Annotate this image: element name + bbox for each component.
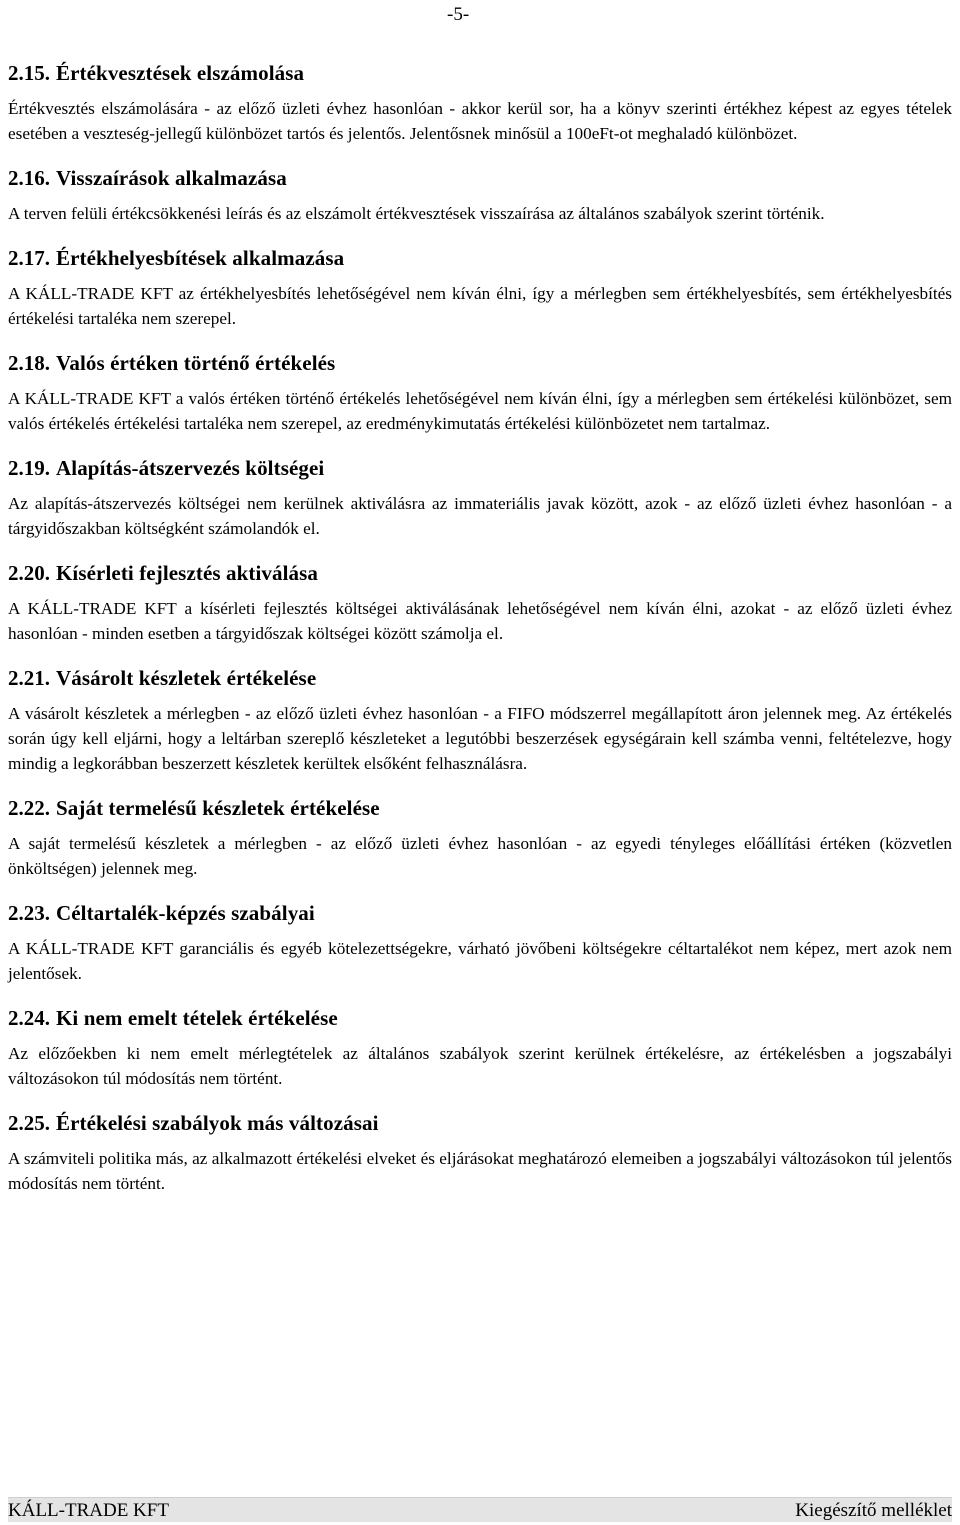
section-2-18 (8, 350, 952, 436)
section-title: Saját termelésű készletek értékelése (56, 796, 380, 820)
section-title: Kísérleti fejlesztés aktiválása (56, 561, 319, 585)
section-text: A KÁLL-TRADE KFT garanciális és egyéb kötelezettségekre, várható jövőbeni költségekre céltartalékot nem képez, mert azok nem jelentősek. (8, 939, 952, 983)
document-body (8, 60, 952, 1215)
section-title: Valós értéken történő értékelés (56, 351, 336, 375)
section-title: Értékelési szabályok más változásai (56, 1111, 379, 1135)
section-heading (8, 1110, 952, 1136)
section-number: 2.17. (8, 246, 50, 270)
section-text: Értékvesztés elszámolására - az előző üzleti évhez hasonlóan - akkor kerül sor, ha a könyv szerinti értékhez képest az egyes tételek esetében a veszteség-jellegű különbözet tartós és jelentős. Jelentősnek minősül a 100eFt-ot meghaladó különbözet. (8, 99, 952, 143)
section-2-19 (8, 455, 952, 541)
section-heading (8, 560, 952, 586)
section-heading (8, 1005, 952, 1031)
section-number: 2.24. (8, 1006, 50, 1030)
section-2-17 (8, 245, 952, 331)
section-text: A számviteli politika más, az alkalmazott értékelési elveket és eljárásokat meghatározó elemeiben a jogszabályi változásokon túl jelentős módosítás nem történt. (8, 1149, 952, 1193)
section-text: A KÁLL-TRADE KFT a kísérleti fejlesztés költségei aktiválásának lehetőségével nem kíván élni, azokat - az előző üzleti évhez hasonlóan - minden esetben a tárgyidőszak költségei között számolja el. (8, 599, 952, 643)
section-2-23 (8, 900, 952, 986)
section-title: Visszaírások alkalmazása (56, 166, 287, 190)
section-title: Vásárolt készletek értékelése (56, 666, 317, 690)
section-number: 2.19. (8, 456, 50, 480)
section-2-21 (8, 665, 952, 776)
section-number: 2.18. (8, 351, 50, 375)
page-number: -5- (447, 4, 470, 25)
section-2-25 (8, 1110, 952, 1196)
footer-document-type: Kiegészítő melléklet (795, 1500, 952, 1521)
section-heading (8, 795, 952, 821)
section-title: Ki nem emelt tételek értékelése (56, 1006, 338, 1030)
section-heading (8, 350, 952, 376)
section-number: 2.15. (8, 61, 50, 85)
section-text: A vásárolt készletek a mérlegben - az előző üzleti évhez hasonlóan - a FIFO módszerrel megállapított áron jelennek meg. Az értékelés során úgy kell eljárni, hogy a leltárban szereplő készleteket a legutóbbi beszerzések egységárain kell számba venni, feltételezve, hogy mindig a legkorábban beszerzett készletek kerültek elsőként felhasználásra. (8, 704, 952, 773)
section-title: Céltartalék-képzés szabályai (56, 901, 315, 925)
section-heading (8, 245, 952, 271)
section-title: Alapítás-átszervezés költségei (56, 456, 325, 480)
section-heading (8, 60, 952, 86)
section-number: 2.21. (8, 666, 50, 690)
section-text: Az alapítás-átszervezés költségei nem kerülnek aktiválásra az immateriális javak között, azok - az előző üzleti évhez hasonlóan - a tárgyidőszakban költségként számolandók el. (8, 494, 952, 538)
section-2-16 (8, 165, 952, 226)
section-number: 2.25. (8, 1111, 50, 1135)
section-title: Értékvesztések elszámolása (56, 61, 305, 85)
section-number: 2.16. (8, 166, 50, 190)
section-heading (8, 165, 952, 191)
section-title: Értékhelyesbítések alkalmazása (56, 246, 345, 270)
section-text: Az előzőekben ki nem emelt mérlegtételek az általános szabályok szerint kerülnek értékelésre, az értékelésben a jogszabályi változásokon túl módosítás nem történt. (8, 1044, 952, 1088)
section-heading (8, 900, 952, 926)
page-footer (8, 1497, 952, 1522)
section-2-15 (8, 60, 952, 146)
footer-company: KÁLL-TRADE KFT (8, 1500, 169, 1521)
section-text: A terven felüli értékcsökkenési leírás és az elszámolt értékvesztések visszaírása az általános szabályok szerint történik. (8, 204, 825, 223)
section-number: 2.20. (8, 561, 50, 585)
section-heading (8, 455, 952, 481)
section-text: A KÁLL-TRADE KFT a valós értéken történő értékelés lehetőségével nem kíván élni, így a mérlegben sem értékelési különbözet, sem valós értékelés értékelési tartaléka nem szerepel, az eredménykimutatás értékelési különbözetet nem tartalmaz. (8, 389, 952, 433)
section-heading (8, 665, 952, 691)
section-number: 2.23. (8, 901, 50, 925)
section-2-20 (8, 560, 952, 646)
section-2-24 (8, 1005, 952, 1091)
section-2-22 (8, 795, 952, 881)
section-text: A KÁLL-TRADE KFT az értékhelyesbítés lehetőségével nem kíván élni, így a mérlegben sem értékhelyesbítés, sem értékhelyesbítés értékelési tartaléka nem szerepel. (8, 284, 952, 328)
section-text: A saját termelésű készletek a mérlegben - az előző üzleti évhez hasonlóan - az egyedi tényleges előállítási értéken (közvetlen önköltségen) jelennek meg. (8, 834, 952, 878)
section-number: 2.22. (8, 796, 50, 820)
